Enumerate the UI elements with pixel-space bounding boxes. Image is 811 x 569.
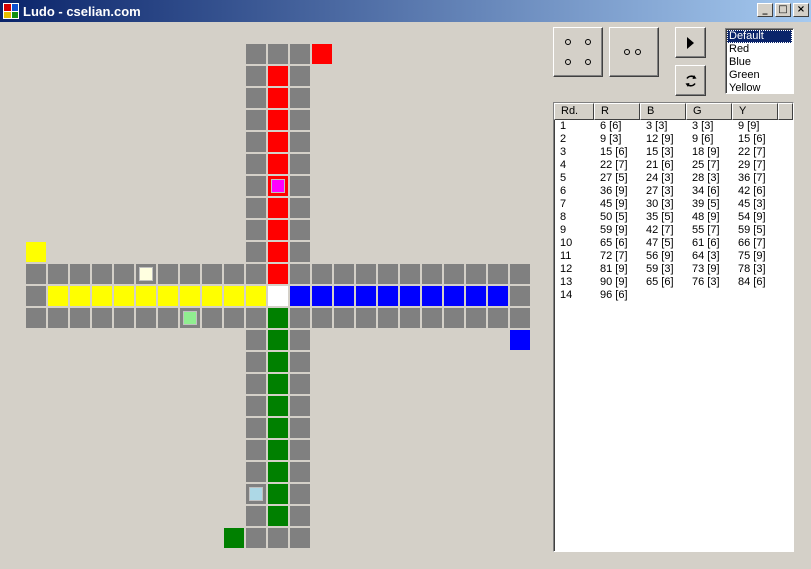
- table-row[interactable]: [554, 289, 793, 302]
- track-cell[interactable]: [290, 44, 310, 64]
- column-header-r[interactable]: R: [594, 103, 640, 120]
- score-cell: 45 [3]: [738, 198, 766, 210]
- score-cell: 30 [3]: [646, 198, 674, 210]
- track-cell[interactable]: [312, 308, 332, 328]
- yellow-home-lane-cell[interactable]: [92, 286, 112, 306]
- track-cell[interactable]: [246, 396, 266, 416]
- round-cell: 10: [560, 237, 573, 249]
- track-cell[interactable]: [246, 176, 266, 196]
- round-cell: 13: [560, 276, 573, 288]
- blue-home-lane-cell[interactable]: [422, 286, 442, 306]
- track-cell[interactable]: [180, 264, 200, 284]
- yellow-home-lane-cell[interactable]: [158, 286, 178, 306]
- score-cell: 56 [9]: [646, 250, 674, 262]
- red-home-lane-cell[interactable]: [268, 220, 288, 240]
- column-header-rd[interactable]: Rd.: [554, 103, 594, 120]
- score-cell: 36 [9]: [600, 185, 628, 197]
- track-cell[interactable]: [246, 264, 266, 284]
- track-cell[interactable]: [290, 396, 310, 416]
- theme-option-green[interactable]: Green: [729, 69, 760, 81]
- track-cell[interactable]: [224, 264, 244, 284]
- refresh-button[interactable]: [675, 65, 706, 96]
- green-home-lane-cell[interactable]: [268, 484, 288, 504]
- score-table-body: [554, 120, 793, 302]
- track-cell[interactable]: [26, 286, 46, 306]
- score-cell: 65 [6]: [646, 276, 674, 288]
- track-cell[interactable]: [356, 264, 376, 284]
- yellow-start-marker[interactable]: [26, 242, 46, 262]
- green-home-lane-cell[interactable]: [268, 352, 288, 372]
- green-home-lane-cell[interactable]: [268, 308, 288, 328]
- track-cell[interactable]: [246, 132, 266, 152]
- track-cell[interactable]: [356, 308, 376, 328]
- score-cell: 9 [9]: [738, 120, 760, 132]
- score-cell: 24 [3]: [646, 172, 674, 184]
- table-row[interactable]: [554, 133, 793, 146]
- score-cell: 18 [9]: [692, 146, 720, 158]
- round-cell: 5: [560, 172, 567, 184]
- track-cell[interactable]: [290, 506, 310, 526]
- blue-home-lane-cell[interactable]: [488, 286, 508, 306]
- score-cell: 27 [5]: [600, 172, 628, 184]
- score-cell: 65 [6]: [600, 237, 628, 249]
- blue-home-lane-cell[interactable]: [378, 286, 398, 306]
- yellow-home-lane-cell[interactable]: [246, 286, 266, 306]
- yellow-home-lane-cell[interactable]: [70, 286, 90, 306]
- maximize-button[interactable]: □: [775, 3, 791, 17]
- score-table-header: [554, 103, 793, 120]
- track-cell[interactable]: [290, 154, 310, 174]
- dice-pip: [565, 39, 571, 45]
- green-home-lane-cell[interactable]: [268, 396, 288, 416]
- track-cell[interactable]: [268, 44, 288, 64]
- red-start-marker[interactable]: [312, 44, 332, 64]
- green-home-lane-cell[interactable]: [268, 418, 288, 438]
- round-cell: 4: [560, 159, 567, 171]
- score-cell: 64 [3]: [692, 250, 720, 262]
- score-cell: 90 [9]: [600, 276, 628, 288]
- track-cell[interactable]: [444, 308, 464, 328]
- track-cell[interactable]: [26, 308, 46, 328]
- play-button[interactable]: [675, 27, 706, 58]
- track-cell[interactable]: [246, 418, 266, 438]
- refresh-icon: [684, 74, 698, 88]
- blue-home-lane-cell[interactable]: [290, 286, 310, 306]
- score-cell: 76 [3]: [692, 276, 720, 288]
- score-cell: 59 [9]: [600, 224, 628, 236]
- table-row[interactable]: [554, 198, 793, 211]
- table-row[interactable]: [554, 185, 793, 198]
- track-cell[interactable]: [312, 264, 332, 284]
- table-row[interactable]: [554, 224, 793, 237]
- track-cell[interactable]: [114, 264, 134, 284]
- track-cell[interactable]: [444, 264, 464, 284]
- track-cell[interactable]: [290, 462, 310, 482]
- score-cell: 54 [9]: [738, 211, 766, 223]
- track-cell[interactable]: [378, 264, 398, 284]
- score-cell: 35 [5]: [646, 211, 674, 223]
- track-cell[interactable]: [290, 352, 310, 372]
- track-cell[interactable]: [290, 110, 310, 130]
- score-cell: 73 [9]: [692, 263, 720, 275]
- yellow-home-lane-cell[interactable]: [180, 286, 200, 306]
- theme-option-yellow[interactable]: Yellow: [729, 82, 761, 94]
- track-cell[interactable]: [290, 330, 310, 350]
- theme-option-default[interactable]: Default: [727, 30, 792, 43]
- track-cell[interactable]: [158, 264, 178, 284]
- piece-magenta[interactable]: [271, 179, 285, 193]
- score-table: [553, 102, 794, 552]
- track-cell[interactable]: [290, 132, 310, 152]
- track-cell[interactable]: [246, 88, 266, 108]
- table-row[interactable]: [554, 146, 793, 159]
- score-cell: 9 [6]: [692, 133, 714, 145]
- track-cell[interactable]: [290, 308, 310, 328]
- track-cell[interactable]: [246, 110, 266, 130]
- track-cell[interactable]: [290, 264, 310, 284]
- table-row[interactable]: [554, 263, 793, 276]
- track-cell[interactable]: [290, 484, 310, 504]
- yellow-home-lane-cell[interactable]: [202, 286, 222, 306]
- track-cell[interactable]: [70, 308, 90, 328]
- dice-pip: [635, 49, 641, 55]
- score-cell: 25 [7]: [692, 159, 720, 171]
- track-cell[interactable]: [510, 308, 530, 328]
- track-cell[interactable]: [290, 88, 310, 108]
- track-cell[interactable]: [246, 506, 266, 526]
- score-cell: 21 [6]: [646, 159, 674, 171]
- track-cell[interactable]: [246, 528, 266, 548]
- track-cell[interactable]: [488, 264, 508, 284]
- round-cell: 2: [560, 133, 567, 145]
- yellow-home-lane-cell[interactable]: [114, 286, 134, 306]
- track-cell[interactable]: [488, 308, 508, 328]
- ludo-board: [0, 22, 540, 569]
- score-cell: 27 [3]: [646, 185, 674, 197]
- table-row[interactable]: [554, 237, 793, 250]
- track-cell[interactable]: [48, 308, 68, 328]
- blue-start-marker[interactable]: [510, 330, 530, 350]
- track-cell[interactable]: [290, 418, 310, 438]
- red-home-lane-cell[interactable]: [268, 242, 288, 262]
- red-home-lane-cell[interactable]: [268, 88, 288, 108]
- green-home-lane-cell[interactable]: [268, 440, 288, 460]
- score-cell: 12 [9]: [646, 133, 674, 145]
- score-cell: 15 [6]: [738, 133, 766, 145]
- yellow-home-lane-cell[interactable]: [48, 286, 68, 306]
- track-cell[interactable]: [136, 308, 156, 328]
- track-cell[interactable]: [290, 528, 310, 548]
- table-row[interactable]: [554, 159, 793, 172]
- track-cell[interactable]: [400, 264, 420, 284]
- green-home-lane-cell[interactable]: [268, 506, 288, 526]
- track-cell[interactable]: [246, 308, 266, 328]
- score-cell: 50 [5]: [600, 211, 628, 223]
- score-cell: 84 [6]: [738, 276, 766, 288]
- score-cell: 29 [7]: [738, 159, 766, 171]
- score-cell: 15 [6]: [600, 146, 628, 158]
- score-cell: 96 [6]: [600, 289, 628, 301]
- score-cell: 81 [9]: [600, 263, 628, 275]
- score-cell: 3 [3]: [646, 120, 668, 132]
- blue-home-lane-cell[interactable]: [466, 286, 486, 306]
- track-cell[interactable]: [202, 308, 222, 328]
- track-cell[interactable]: [334, 264, 354, 284]
- score-cell: 78 [3]: [738, 263, 766, 275]
- track-cell[interactable]: [246, 220, 266, 240]
- red-home-lane-cell[interactable]: [268, 154, 288, 174]
- score-cell: 22 [7]: [600, 159, 628, 171]
- theme-option-blue[interactable]: Blue: [729, 56, 752, 68]
- dice-pip: [585, 39, 591, 45]
- score-cell: 15 [3]: [646, 146, 674, 158]
- column-header-g[interactable]: G: [686, 103, 732, 120]
- track-cell[interactable]: [466, 264, 486, 284]
- score-cell: 42 [6]: [738, 185, 766, 197]
- track-cell[interactable]: [290, 198, 310, 218]
- round-cell: 9: [560, 224, 567, 236]
- score-cell: 75 [9]: [738, 250, 766, 262]
- track-cell[interactable]: [466, 308, 486, 328]
- track-cell[interactable]: [114, 308, 134, 328]
- track-cell[interactable]: [70, 264, 90, 284]
- track-cell[interactable]: [246, 330, 266, 350]
- table-row[interactable]: [554, 250, 793, 263]
- score-cell: 55 [7]: [692, 224, 720, 236]
- blue-home-lane-cell[interactable]: [356, 286, 376, 306]
- round-cell: 6: [560, 185, 567, 197]
- score-cell: 66 [7]: [738, 237, 766, 249]
- track-cell[interactable]: [246, 462, 266, 482]
- theme-listbox[interactable]: [725, 28, 794, 94]
- score-cell: 36 [7]: [738, 172, 766, 184]
- theme-option-red[interactable]: Red: [729, 43, 750, 55]
- track-cell[interactable]: [268, 528, 288, 548]
- track-cell[interactable]: [246, 374, 266, 394]
- score-cell: 9 [3]: [600, 133, 622, 145]
- round-cell: 14: [560, 289, 573, 301]
- dice-pip: [624, 49, 630, 55]
- play-icon: [686, 37, 696, 49]
- track-cell[interactable]: [246, 44, 266, 64]
- blue-home-lane-cell[interactable]: [444, 286, 464, 306]
- green-home-lane-cell[interactable]: [268, 462, 288, 482]
- column-header-y[interactable]: Y: [732, 103, 778, 120]
- score-cell: 39 [5]: [692, 198, 720, 210]
- track-cell[interactable]: [246, 154, 266, 174]
- dice-four[interactable]: [553, 27, 603, 77]
- dice-pip: [565, 59, 571, 65]
- score-cell: 59 [3]: [646, 263, 674, 275]
- red-home-lane-cell[interactable]: [268, 110, 288, 130]
- track-cell[interactable]: [422, 264, 442, 284]
- track-cell[interactable]: [246, 66, 266, 86]
- yellow-home-lane-cell[interactable]: [136, 286, 156, 306]
- red-home-lane-cell[interactable]: [268, 132, 288, 152]
- score-cell: 22 [7]: [738, 146, 766, 158]
- track-cell[interactable]: [378, 308, 398, 328]
- track-cell[interactable]: [334, 308, 354, 328]
- red-home-lane-cell[interactable]: [268, 198, 288, 218]
- dice-two[interactable]: [609, 27, 659, 77]
- track-cell[interactable]: [290, 66, 310, 86]
- blue-home-lane-cell[interactable]: [400, 286, 420, 306]
- window-title: Ludo - cselian.com: [23, 3, 141, 19]
- track-cell[interactable]: [158, 308, 178, 328]
- piece-lightgreen[interactable]: [183, 311, 197, 325]
- track-cell[interactable]: [246, 198, 266, 218]
- round-cell: 12: [560, 263, 573, 275]
- track-cell[interactable]: [246, 242, 266, 262]
- column-header-filler: [778, 103, 793, 120]
- table-row[interactable]: [554, 276, 793, 289]
- table-row[interactable]: [554, 211, 793, 224]
- track-cell[interactable]: [92, 264, 112, 284]
- piece-cream[interactable]: [139, 267, 153, 281]
- green-start-marker[interactable]: [224, 528, 244, 548]
- title-bar: [0, 0, 811, 22]
- track-cell[interactable]: [510, 286, 530, 306]
- track-cell[interactable]: [290, 220, 310, 240]
- close-button[interactable]: ×: [793, 3, 809, 17]
- track-cell[interactable]: [290, 242, 310, 262]
- round-cell: 11: [560, 250, 572, 262]
- home-center-cell[interactable]: [268, 286, 288, 306]
- track-cell[interactable]: [290, 176, 310, 196]
- round-cell: 8: [560, 211, 567, 223]
- green-home-lane-cell[interactable]: [268, 374, 288, 394]
- blue-home-lane-cell[interactable]: [334, 286, 354, 306]
- track-cell[interactable]: [246, 352, 266, 372]
- minimize-button[interactable]: _: [757, 3, 773, 17]
- track-cell[interactable]: [422, 308, 442, 328]
- track-cell[interactable]: [48, 264, 68, 284]
- green-home-lane-cell[interactable]: [268, 330, 288, 350]
- piece-lightblue[interactable]: [249, 487, 263, 501]
- score-cell: 34 [6]: [692, 185, 720, 197]
- track-cell[interactable]: [202, 264, 222, 284]
- red-home-lane-cell[interactable]: [268, 66, 288, 86]
- column-header-b[interactable]: B: [640, 103, 686, 120]
- score-cell: 42 [7]: [646, 224, 674, 236]
- round-cell: 1: [560, 120, 567, 132]
- score-cell: [732, 289, 778, 302]
- blue-home-lane-cell[interactable]: [312, 286, 332, 306]
- track-cell[interactable]: [510, 264, 530, 284]
- ludo-app-icon: [3, 3, 19, 19]
- score-cell: 3 [3]: [692, 120, 714, 132]
- score-cell: 45 [9]: [600, 198, 628, 210]
- round-cell: 3: [560, 146, 567, 158]
- score-cell: [686, 289, 732, 302]
- score-cell: 47 [5]: [646, 237, 674, 249]
- track-cell[interactable]: [290, 374, 310, 394]
- track-cell[interactable]: [224, 308, 244, 328]
- track-cell[interactable]: [400, 308, 420, 328]
- score-cell: [640, 289, 686, 302]
- score-cell: 28 [3]: [692, 172, 720, 184]
- track-cell[interactable]: [92, 308, 112, 328]
- score-cell: 61 [6]: [692, 237, 720, 249]
- score-cell: 72 [7]: [600, 250, 628, 262]
- score-cell: 48 [9]: [692, 211, 720, 223]
- track-cell[interactable]: [246, 440, 266, 460]
- track-cell[interactable]: [26, 264, 46, 284]
- track-cell[interactable]: [290, 440, 310, 460]
- dice-pip: [585, 59, 591, 65]
- score-cell: 59 [5]: [738, 224, 766, 236]
- yellow-home-lane-cell[interactable]: [224, 286, 244, 306]
- red-home-lane-cell[interactable]: [268, 264, 288, 284]
- table-row[interactable]: [554, 120, 793, 133]
- score-cell: 6 [6]: [600, 120, 622, 132]
- table-row[interactable]: [554, 172, 793, 185]
- round-cell: 7: [560, 198, 567, 210]
